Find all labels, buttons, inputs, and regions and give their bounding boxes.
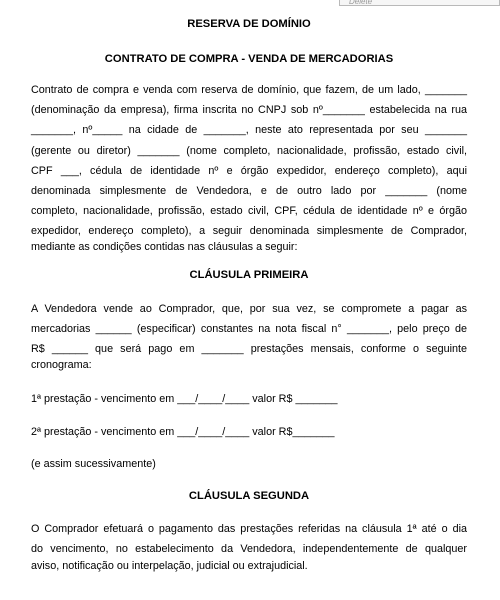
paragraph-line: A Vendedora vende ao Comprador, que, por sua vez, se compromete a pagar as [31, 303, 467, 315]
clause1-heading: CLÁUSULA PRIMEIRA [189, 269, 309, 281]
document-title: RESERVA DE DOMÍNIO [187, 18, 311, 30]
paragraph-line: Contrato de compra e venda com reserva de domínio, que fazem, de um lado, _______ [31, 84, 467, 96]
paragraph-line: cronograma: [31, 359, 92, 371]
clause2-heading: CLÁUSULA SEGUNDA [188, 490, 310, 502]
document-subtitle: CONTRATO DE COMPRA - VENDA DE MERCADORIAS [104, 53, 394, 65]
paragraph-line: expedidor, endereço completo), a seguir denominada simplesmente de Comprador, [31, 225, 467, 237]
paragraph-line: mercadorias ______ (especificar) constantes na nota fiscal n° _______, pelo preço de [31, 323, 467, 335]
installment-etc: (e assim sucessivamente) [31, 458, 156, 470]
paragraph-line: do vencimento, no estabelecimento da Vendedora, independentemente de qualquer [31, 543, 467, 555]
paragraph-line: (gerente ou diretor) _______ (nome completo, nacionalidade, profissão, estado civil, [31, 145, 467, 157]
paragraph-line: denominada simplesmente de Vendedora, e de outro lado por _______ (nome [31, 185, 467, 197]
paragraph-line: (denominação da empresa), firma inscrita no CNPJ sob nº_______ estabelecida na rua [31, 104, 467, 116]
paragraph-line: R$ ______ que será pago em _______ prestações mensais, conforme o seguinte [31, 343, 467, 355]
installment-2: 2ª prestação - vencimento em ___/____/____ valor R$_______ [31, 426, 335, 438]
paragraph-line: CPF ___, cédula de identidade nº e órgão expedidor, endereço completo), aqui [31, 165, 467, 177]
paragraph-line: O Comprador efetuará o pagamento das prestações referidas na cláusula 1ª até o dia [31, 523, 467, 535]
paragraph-line: _______, nº_____ na cidade de _______, neste ato representada por seu _______ [31, 124, 467, 136]
paragraph-line: mediante as condições contidas nas cláusulas a seguir: [31, 241, 298, 253]
installment-1: 1ª prestação - vencimento em ___/____/____ valor R$ _______ [31, 393, 338, 405]
paragraph-line: aviso, notificação ou interpelação, judicial ou extrajudicial. [31, 560, 308, 572]
delete-button[interactable]: Delete [339, 0, 500, 6]
paragraph-line: completo, nacionalidade, profissão, estado civil, CPF, cédula de identidade nº e órgão [31, 205, 467, 217]
